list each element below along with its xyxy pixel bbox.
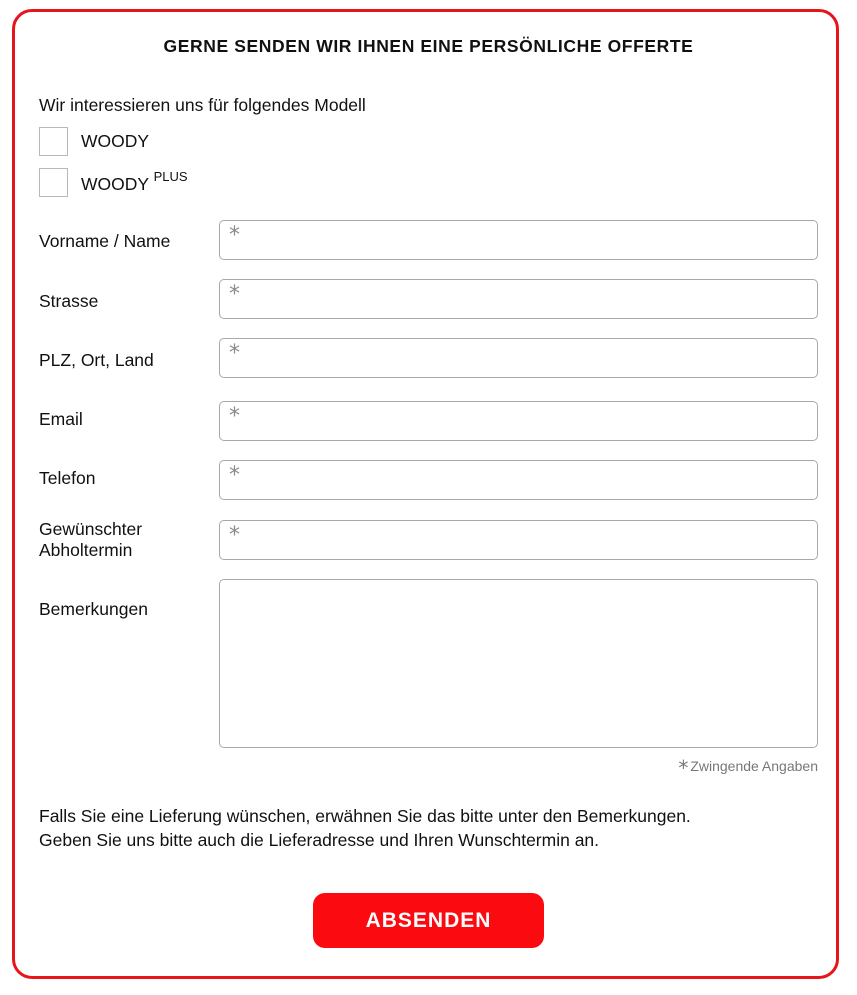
required-asterisk: * [229,223,240,248]
email-label: Email [39,409,83,429]
remarks-textarea[interactable] [219,579,818,748]
submit-button[interactable]: ABSENDEN [313,893,544,948]
zip-city-country-input[interactable] [219,338,818,378]
pickup-date-label-line1: Gewünschter [39,519,143,539]
delivery-info-line-2: Geben Sie uns bitte auch die Lieferadresse und Ihren Wunschtermin an. [39,830,600,850]
required-fields-note [678,756,818,780]
woody-checkbox[interactable] [39,127,68,156]
zip-city-country-label: PLZ, Ort, Land [39,350,154,370]
woody-plus-label: WOODY $^{PLUS}$ [81,168,188,194]
woody-plus-checkbox[interactable] [39,168,68,197]
required-asterisk: * [229,404,240,429]
name-label: Vorname / Name [39,231,171,251]
remarks-label: Bemerkungen [39,599,148,619]
delivery-info-line-1: Falls Sie eine Lieferung wünschen, erwähnen Sie das bitte unter den Bemerkungen. [39,806,691,826]
required-asterisk: * [229,523,240,548]
woody-label: WOODY [81,131,150,151]
model-option-woody-plus[interactable] [39,168,188,197]
required-asterisk: * [229,282,240,307]
pickup-date-label-line2: Abholtermin [39,540,133,560]
phone-input[interactable] [219,460,818,500]
required-asterisk: * [229,341,240,366]
required-note-text: Zwingende Angaben [690,758,818,774]
required-asterisk: * [678,756,689,780]
model-prompt: Wir interessieren uns für folgendes Modell [39,95,366,115]
model-option-woody[interactable] [39,127,149,156]
plus-superscript: PLUS [153,168,188,184]
phone-label: Telefon [39,468,96,488]
street-input[interactable] [219,279,818,319]
street-label: Strasse [39,291,99,311]
pickup-date-input[interactable] [219,520,818,560]
name-input[interactable] [219,220,818,260]
pickup-date-label [39,519,142,561]
email-input[interactable] [219,401,818,441]
required-asterisk: * [229,463,240,488]
form-title: GERNE SENDEN WIR IHNEN EINE PERSÖNLICHE OFFERTE [163,36,694,56]
